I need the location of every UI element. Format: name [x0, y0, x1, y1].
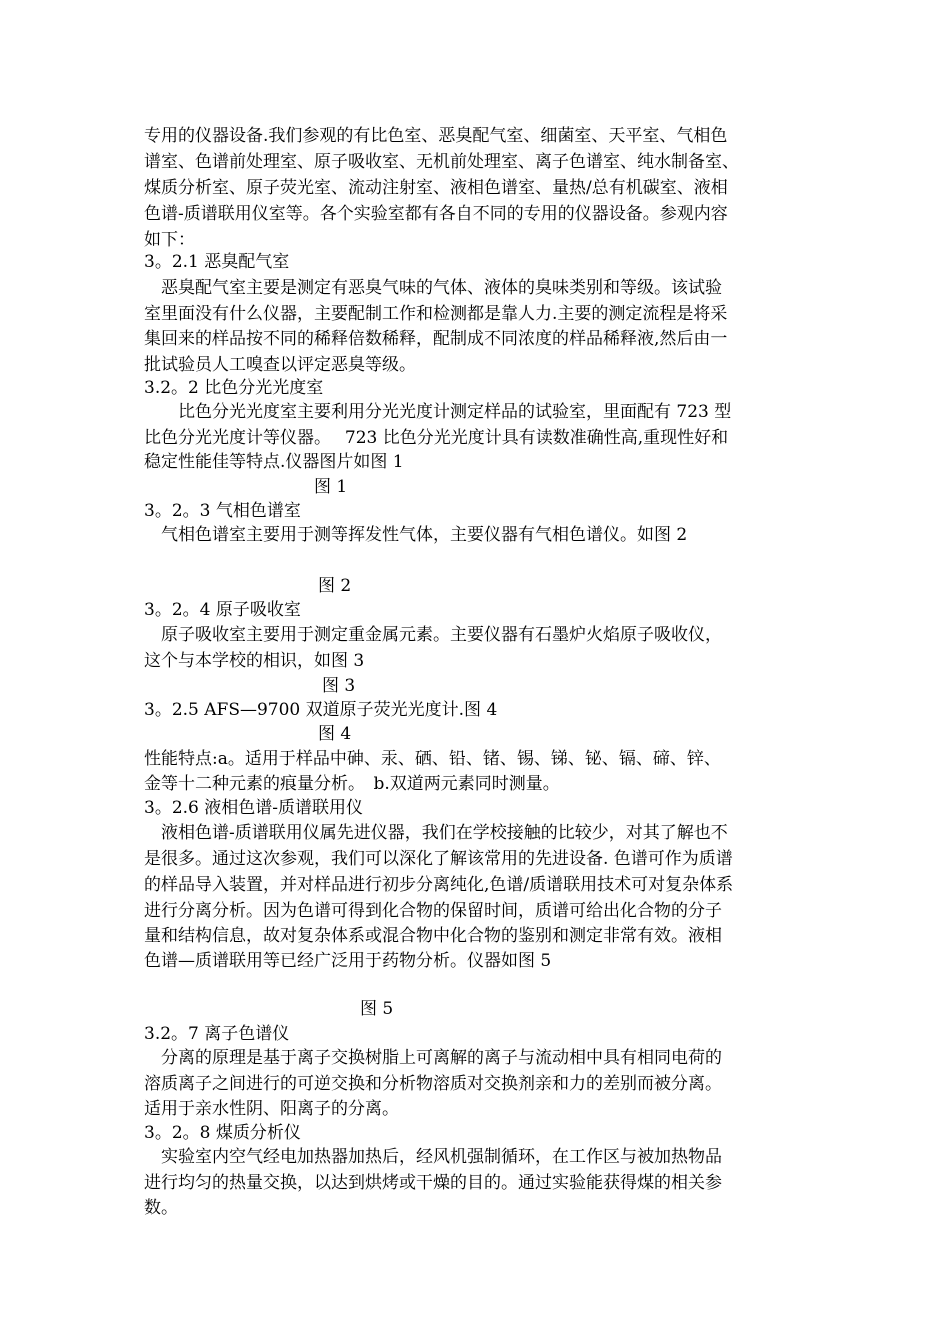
body-text-line: 谱室、色谱前处理室、原子吸收室、无机前处理室、离子色谱室、纯水制备室、	[144, 152, 739, 172]
body-text-line: 比色分光光度室主要利用分光光度计测定样品的试验室，里面配有 723 型	[144, 402, 732, 422]
body-text-line: 进行分离分析。因为色谱可得到化合物的保留时间，质谱可给出化合物的分子	[144, 901, 722, 921]
figure-caption: 图 5	[360, 999, 394, 1019]
figure-caption: 图 2	[318, 576, 352, 596]
body-text-line: 数。	[144, 1198, 178, 1218]
body-text-line: 性能特点:a。适用于样品中砷、汞、硒、铅、锗、锡、锑、铋、镉、碲、锌、	[144, 749, 721, 769]
section-heading: 3。2.5 AFS—9700 双道原子荧光光度计.图 4	[144, 700, 498, 720]
body-text-line: 集回来的样品按不同的稀释倍数稀释，配制成不同浓度的样品稀释液,然后由一	[144, 329, 728, 349]
body-text-line: 色谱—质谱联用等已经广泛用于药物分析。仪器如图 5	[144, 951, 552, 971]
section-heading: 3.2。2 比色分光光度室	[144, 378, 324, 398]
body-text-line: 恶臭配气室主要是测定有恶臭气味的气体、液体的臭味类别和等级。该试验	[144, 278, 722, 298]
figure-caption: 图 3	[322, 676, 356, 696]
body-text-line: 色谱-质谱联用仪室等。各个实验室都有各自不同的专用的仪器设备。参观内容	[144, 204, 728, 224]
figure-caption: 图 4	[318, 724, 352, 744]
section-heading: 3。2.6 液相色谱-质谱联用仪	[144, 798, 363, 818]
body-text-line: 气相色谱室主要用于测等挥发性气体，主要仪器有气相色谱仪。如图 2	[144, 525, 688, 545]
body-text-line: 液相色谱-质谱联用仪属先进仪器，我们在学校接触的比较少，对其了解也不	[144, 823, 728, 843]
body-text-line: 室里面没有什么仪器，主要配制工作和检测都是靠人力.主要的测定流程是将采	[144, 304, 728, 324]
body-text-line: 专用的仪器设备.我们参观的有比色室、恶臭配气室、细菌室、天平室、气相色	[144, 126, 728, 146]
body-text-line: 实验室内空气经电加热器加热后，经风机强制循环，在工作区与被加热物品	[144, 1147, 722, 1167]
body-text-line: 原子吸收室主要用于测定重金属元素。主要仪器有石墨炉火焰原子吸收仪，	[144, 625, 722, 645]
section-heading: 3.2。7 离子色谱仪	[144, 1024, 290, 1044]
body-text-line: 煤质分析室、原子荧光室、流动注射室、液相色谱室、量热/总有机碳室、液相	[144, 178, 728, 198]
body-text-line: 分离的原理是基于离子交换树脂上可离解的离子与流动相中具有相同电荷的	[144, 1048, 722, 1068]
body-text-line: 批试验员人工嗅查以评定恶臭等级。	[144, 355, 416, 375]
body-text-line: 这个与本学校的相识，如图 3	[144, 651, 365, 671]
body-text-line: 稳定性能佳等特点.仪器图片如图 1	[144, 452, 404, 472]
body-text-line: 量和结构信息，故对复杂体系或混合物中化合物的鉴别和测定非常有效。液相	[144, 926, 722, 946]
section-heading: 3。2。3 气相色谱室	[144, 501, 301, 521]
section-heading: 3。2.1 恶臭配气室	[144, 252, 290, 272]
body-text-line: 如下：	[144, 230, 195, 250]
section-heading: 3。2。8 煤质分析仪	[144, 1123, 301, 1143]
figure-caption: 图 1	[314, 477, 348, 497]
body-text-line: 的样品导入装置，并对样品进行初步分离纯化,色谱/质谱联用技术可对复杂体系	[144, 875, 734, 895]
section-heading: 3。2。4 原子吸收室	[144, 600, 301, 620]
body-text-line: 适用于亲水性阴、阳离子的分离。	[144, 1099, 399, 1119]
body-text-line: 比色分光光度计等仪器。 723 比色分光光度计具有读数准确性高,重现性好和	[144, 428, 729, 448]
body-text-line: 是很多。通过这次参观，我们可以深化了解该常用的先进设备. 色谱可作为质谱	[144, 849, 733, 869]
body-text-line: 金等十二种元素的痕量分析。 b.双道两元素同时测量。	[144, 774, 560, 794]
body-text-line: 进行均匀的热量交换，以达到烘烤或干燥的目的。通过实验能获得煤的相关参	[144, 1173, 722, 1193]
body-text-line: 溶质离子之间进行的可逆交换和分析物溶质对交换剂亲和力的差别而被分离。	[144, 1074, 722, 1094]
